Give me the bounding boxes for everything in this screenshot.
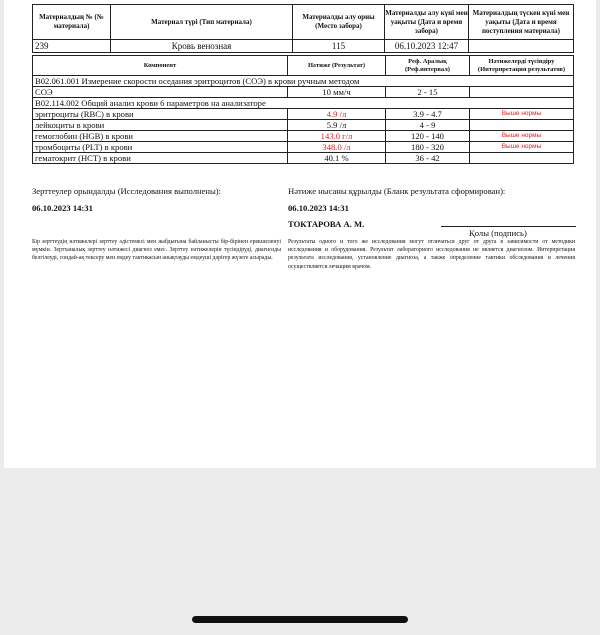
performed-label: Зерттеулер орындалды (Исследования выполнены):: [32, 186, 222, 196]
component-name: тромбоциты (PLT) в крови: [33, 142, 288, 153]
interpretation-flag: Выше нормы: [470, 109, 574, 120]
interpretation-flag: Выше нормы: [470, 131, 574, 142]
group-title-esr: B02.061.001 Измерение скорости оседания эритроцитов (СОЭ) в крови ручным методом: [33, 76, 574, 87]
formed-label: Нәтиже нысаны құрылды (Бланк результата сформирован):: [288, 186, 506, 196]
disclaimer-kazakh: Бір зерттеудің нәтижелері зерттеу әдістемесі мен жабдығына байланысты бір-бірінен ерекшеленуі мүмкін. Зертханалық зерттеу нәтижесі диагноз емес. Зерттеу нәтижелерін түсіндіруді, диагнозды белгілеуді, сондай-ақ тексеру мен емдеу тактикасын анықтауды емдеуші дәрігер жүзеге асырады.: [32, 239, 281, 262]
component-name: гемоглобин (HGB) в крови: [33, 131, 288, 142]
result-value: 4.9 /л: [288, 109, 386, 120]
result-value: 348.0 /л: [288, 142, 386, 153]
header-collection-place: Материалды алу орны (Место забора): [293, 5, 385, 40]
table-row: [33, 142, 574, 153]
table-row: [33, 153, 574, 164]
group-title-cbc: B02.114.002 Общий анализ крови 6 параметров на анализаторе: [33, 98, 574, 109]
header-reference: Реф. Аралық (Реф.интервал): [386, 56, 470, 76]
results-table: [32, 55, 574, 164]
reference-range: 180 - 320: [386, 142, 470, 153]
result-value: 10 мм/ч: [288, 87, 386, 98]
collection-place-value: 115: [293, 40, 385, 53]
header-received-datetime: Материалдың түскен күні мен уақыты (Дата и время поступления материала): [469, 5, 574, 40]
performed-date: 06.10.2023 14:31: [32, 203, 93, 213]
reference-range: 3.9 - 4.7: [386, 109, 470, 120]
component-name: лейкоциты в крови: [33, 120, 288, 131]
reference-range: 120 - 140: [386, 131, 470, 142]
signature-label: Қолы (подпись): [469, 228, 527, 238]
header-component: Компонент: [33, 56, 288, 76]
component-name: эритроциты (RBC) в крови: [33, 109, 288, 120]
interpretation-flag: [470, 120, 574, 131]
result-value: 5.9 /л: [288, 120, 386, 131]
interpretation-flag: Выше нормы: [470, 142, 574, 153]
header-sample-number: Материалдың № (№ материала): [33, 5, 111, 40]
table-row: [33, 109, 574, 120]
collection-datetime-value: 06.10.2023 12:47: [385, 40, 469, 53]
component-name: гематокрит (HCT) в крови: [33, 153, 288, 164]
disclaimer-russian: Результаты одного и того же исследования могут отличаться друг от друга в зависимости от методики исследования и оборудования. Результат лабораторного исследования не является диагнозом. Интерпретация результата исследования, установление диагноза, а также определение тактики обследования и лечения осуществляется лечащим врачом.: [288, 239, 575, 270]
result-value: 40.1 %: [288, 153, 386, 164]
header-collection-datetime: Материалды алу күні мен уақыты (Дата и время забора): [385, 5, 469, 40]
interpretation-flag: [470, 153, 574, 164]
header-interpretation: Нәтижелерді түсіндіру (Интерпретация результатов): [470, 56, 574, 76]
header-result: Нәтиже (Результат): [288, 56, 386, 76]
doctor-name: ТОКТАРОВА А. М.: [288, 219, 365, 229]
formed-date: 06.10.2023 14:31: [288, 203, 349, 213]
reference-range: 4 - 9: [386, 120, 470, 131]
table-row: [33, 131, 574, 142]
material-type-value: Кровь венозная: [111, 40, 293, 53]
reference-range: 2 - 15: [386, 87, 470, 98]
table-row: [33, 87, 574, 98]
interpretation-flag: [470, 87, 574, 98]
signature-line: [441, 226, 576, 227]
header-material-type: Материал түрі (Тип материала): [111, 5, 293, 40]
sample-info-table: [32, 4, 574, 53]
result-value: 143.0 г/л: [288, 131, 386, 142]
sample-number-value: 239: [33, 40, 111, 53]
reference-range: 36 - 42: [386, 153, 470, 164]
table-row: [33, 120, 574, 131]
received-datetime-value: [469, 40, 574, 53]
lab-report-page: [4, 0, 596, 468]
component-name: СОЭ: [33, 87, 288, 98]
home-indicator[interactable]: [192, 616, 408, 623]
